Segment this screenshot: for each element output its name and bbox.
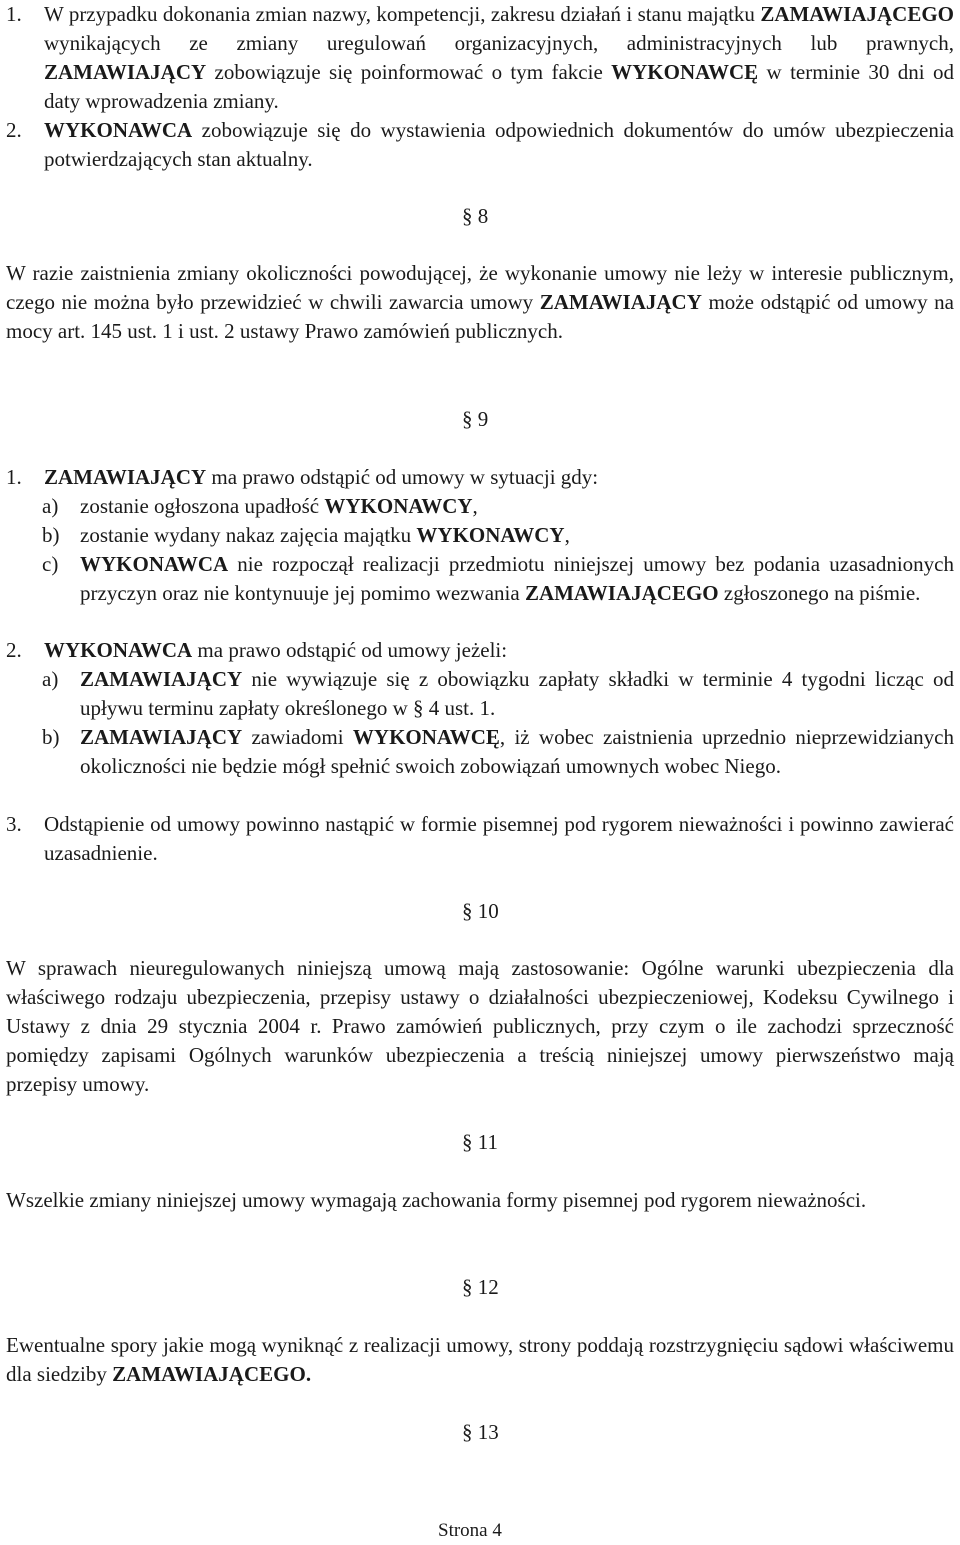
sub-item-text: zostanie wydany nakaz zajęcia majątku WYKONAWCY, — [80, 523, 570, 547]
section-10-text: W sprawach nieuregulowanych niniejszą umową mają zastosowanie: Ogólne warunki ubezpieczenia dla właściwego rodzaju ubezpieczenia, przepisy ustawy o działalności ubezpieczeniowej, Kodeksu Cywilnego i Ustawy z dnia 29 stycznia 2004 r. Prawo zamówień publicznych, przy czym o ile zachodzi sprzeczność pomiędzy zapisami Ogólnych warunków ubezpieczenia a treścią niniejszej umowy pierwszeństwo mają przepisy umowy. — [6, 956, 954, 1096]
sub-item-text: WYKONAWCA nie rozpoczął realizacji przedmiotu niniejszej umowy bez podania uzasadnionych przyczyn oraz nie kontynuuje jej pomimo wezwania ZAMAWIAJĄCEGO zgłoszonego na piśmie. — [80, 552, 954, 605]
section-9-item-1: ZAMAWIAJĄCY ma prawo odstąpić od umowy w sytuacji gdy: — [44, 465, 599, 489]
page-number-footer: Strona 4 — [438, 1520, 502, 1541]
section-heading: § 9 — [462, 407, 489, 431]
section-heading: § 10 — [462, 899, 499, 923]
section-heading: § 11 — [462, 1130, 498, 1154]
section-9-item-3: Odstąpienie od umowy powinno nastąpić w formie pisemnej pod rygorem nieważności i powinno zawierać uzasadnienie. — [44, 812, 954, 865]
sub-letter: a) — [42, 667, 59, 691]
list-number: 1. — [6, 2, 22, 26]
clause-1-text: W przypadku dokonania zmian nazwy, kompetencji, zakresu działań i stanu majątku ZAMAWIAJĄCEGO wynikających ze zmiany uregulowań organizacyjnych, administracyjnych lub prawnych, ZAMAWIAJĄCY zobowiązuje się poinformować o tym fakcie WYKONAWCĘ w terminie 30 dni od daty wprowadzenia zmiany. — [44, 2, 954, 113]
section-12-text: Ewentualne spory jakie mogą wyniknąć z realizacji umowy, strony poddają rozstrzygnięciu sądowi właściwemu dla siedziby ZAMAWIAJĄCEGO. — [6, 1333, 954, 1386]
list-number: 2. — [6, 118, 22, 142]
section-heading: § 13 — [462, 1420, 499, 1444]
list-number: 1. — [6, 465, 22, 489]
list-number: 3. — [6, 812, 22, 836]
section-11-text: Wszelkie zmiany niniejszej umowy wymagają zachowania formy pisemnej pod rygorem nieważności. — [6, 1188, 867, 1212]
section-heading: § 8 — [462, 204, 489, 228]
section-8-text: W razie zaistnienia zmiany okoliczności powodującej, że wykonanie umowy nie leży w interesie publicznym, czego nie można było przewidzieć w chwili zawarcia umowy ZAMAWIAJĄCY może odstąpić od umowy na mocy art. 145 ust. 1 i ust. 2 ustawy Prawo zamówień publicznych. — [6, 261, 954, 343]
sub-item-text: ZAMAWIAJĄCY zawiadomi WYKONAWCĘ, iż wobec zaistnienia uprzednio nieprzewidzianych okoliczności nie będzie mógł spełnić swoich zobowiązań umownych wobec Niego. — [80, 725, 954, 778]
sub-letter: b) — [42, 523, 60, 547]
list-number: 2. — [6, 638, 22, 662]
section-9-item-2: WYKONAWCA ma prawo odstąpić od umowy jeżeli: — [44, 638, 508, 662]
sub-item-text: zostanie ogłoszona upadłość WYKONAWCY, — [80, 494, 478, 518]
clause-2-text: WYKONAWCA zobowiązuje się do wystawienia odpowiednich dokumentów do umów ubezpieczenia potwierdzających stan aktualny. — [44, 118, 954, 171]
sub-letter: c) — [42, 552, 59, 576]
sub-letter: b) — [42, 725, 60, 749]
sub-item-text: ZAMAWIAJĄCY nie wywiązuje się z obowiązku zapłaty składki w terminie 4 tygodni licząc od upływu terminu zapłaty określonego w § 4 ust. 1. — [80, 667, 954, 720]
section-heading: § 12 — [462, 1275, 499, 1299]
sub-letter: a) — [42, 494, 59, 518]
